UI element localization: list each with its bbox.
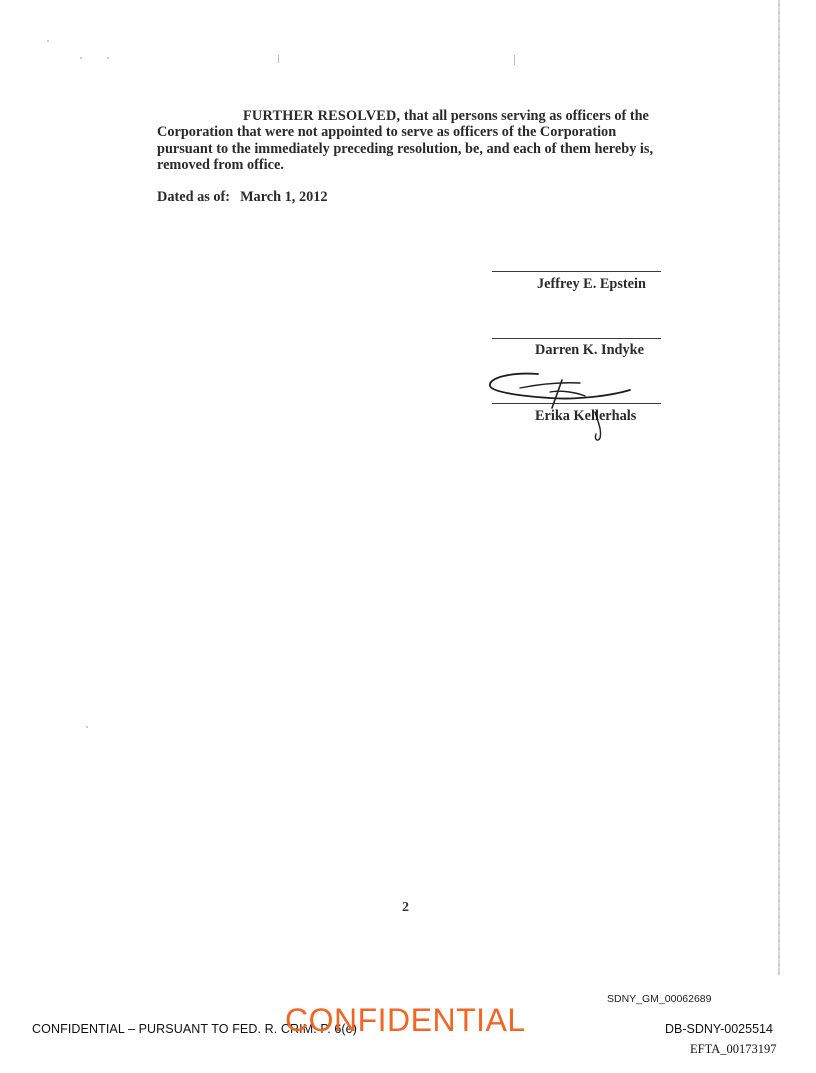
bates-number: DB-SDNY-0025514 [665, 1022, 773, 1036]
scan-speck [107, 57, 109, 59]
signatory-name-3: Erika Kellerhals [535, 408, 637, 424]
dated-label: Dated as of: [157, 189, 231, 205]
scan-speck [86, 726, 88, 728]
signature-line-2 [492, 338, 661, 339]
paragraph-line-3: pursuant to the immediately preceding resolution, be, and each of them hereby is, [157, 140, 654, 157]
scan-speck [514, 55, 515, 65]
paragraph-line-1: that all persons serving as officers of the [400, 108, 649, 124]
production-id: SDNY_GM_00062689 [607, 993, 712, 1005]
handwritten-signature [480, 362, 650, 452]
confidential-notice: CONFIDENTIAL – PURSUANT TO FED. R. CRIM. P. 6(e) [32, 1022, 357, 1036]
paragraph-line-4: removed from office. [157, 156, 284, 173]
dated-value: March 1, 2012 [240, 189, 328, 205]
page-number: 2 [402, 900, 409, 915]
paragraph-line-2: Corporation that were not appointed to serve as officers of the Corporation [157, 124, 617, 141]
efta-number: EFTA_00173197 [690, 1042, 777, 1056]
signature-line-1 [492, 271, 661, 272]
signatory-name-2: Darren K. Indyke [535, 342, 644, 358]
confidential-stamp: CONFIDENTIAL [285, 1002, 526, 1038]
dated-line [157, 189, 328, 206]
resolution-paragraph [157, 108, 657, 173]
scan-edge-artifact [778, 0, 780, 975]
signatory-name-1: Jeffrey E. Epstein [537, 276, 646, 292]
scan-speck [80, 57, 82, 59]
further-resolved-heading: FURTHER RESOLVED, [243, 108, 401, 124]
scan-speck [278, 55, 279, 63]
scan-speck [47, 40, 49, 42]
